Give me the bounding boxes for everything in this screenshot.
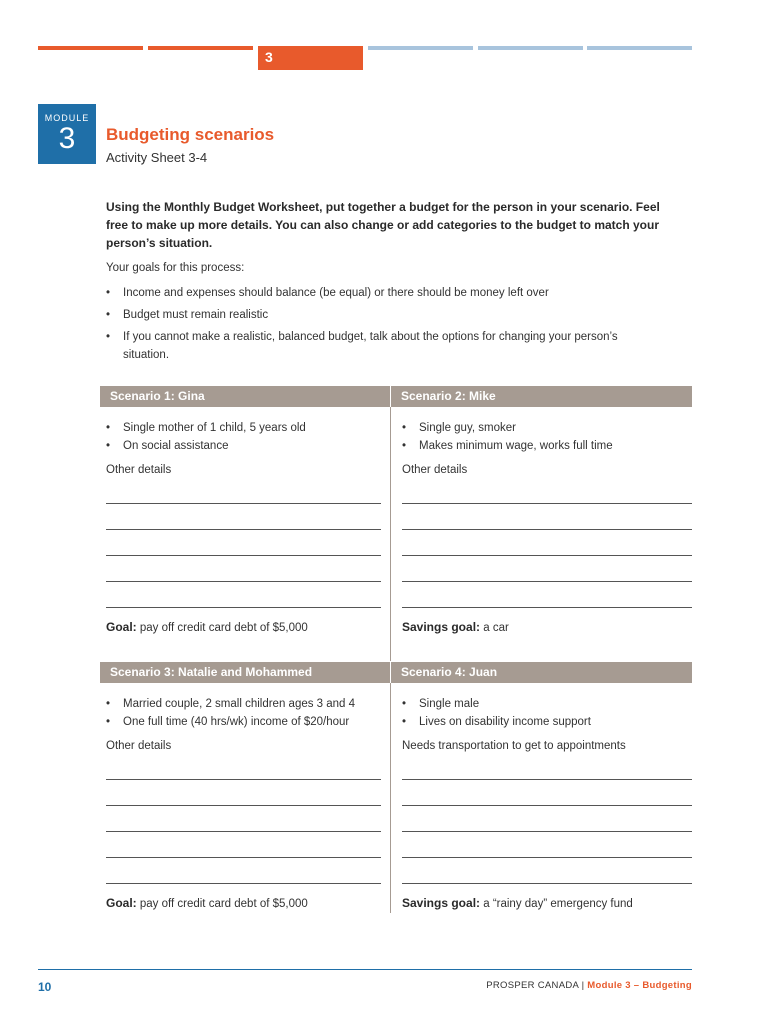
scenario-3-bullets xyxy=(106,695,388,731)
scenario-3-goal xyxy=(106,896,308,910)
scenario-2-goal xyxy=(402,620,509,634)
footer-credit xyxy=(486,980,692,991)
scenario-4-details-label: Needs transportation to get to appointments xyxy=(402,740,626,752)
goals-list xyxy=(106,284,626,368)
column-divider xyxy=(390,407,391,661)
list-item: • Single guy, smoker xyxy=(402,419,692,437)
goal-text: pay off credit card debt of $5,000 xyxy=(139,622,308,634)
module-badge xyxy=(38,104,96,164)
scenario-3-details-label: Other details xyxy=(106,740,172,752)
list-item: • On social assistance xyxy=(106,437,386,455)
column-divider xyxy=(390,683,391,913)
scenario-3-line-2[interactable] xyxy=(106,805,381,806)
list-item: • Single male xyxy=(402,695,692,713)
scenario-1-line-1[interactable] xyxy=(106,503,381,504)
progress-segment-2 xyxy=(148,46,253,50)
progress-segment-1 xyxy=(38,46,143,50)
progress-segment-5 xyxy=(478,46,583,50)
goal-item: • If you cannot make a realistic, balanced budget, talk about the options for changing your person’s situation. xyxy=(106,328,626,364)
progress-segment-current: 3 xyxy=(258,46,363,70)
scenario-2-line-1[interactable] xyxy=(402,503,692,504)
module-label: MODULE xyxy=(44,113,90,123)
progress-segment-4 xyxy=(368,46,473,50)
footer-module-title: Module 3 – Budgeting xyxy=(587,980,692,991)
scenario-1-header: Scenario 1: Gina xyxy=(100,386,390,407)
scenario-4-line-2[interactable] xyxy=(402,805,692,806)
scenario-4-line-5[interactable] xyxy=(402,883,692,884)
scenario-2-line-2[interactable] xyxy=(402,529,692,530)
intro-text: Using the Monthly Budget Worksheet, put together a budget for the person in your scenario. Feel free to make up more details. You can also change or add categories to the budget to match your person’s situation. xyxy=(106,200,660,250)
page-title: Budgeting scenarios xyxy=(106,125,275,144)
goal-item: • Income and expenses should balance (be equal) or there should be money left over xyxy=(106,284,626,302)
list-item: • Lives on disability income support xyxy=(402,713,692,731)
section-progress-bar xyxy=(38,46,692,70)
scenario-2-header: Scenario 2: Mike xyxy=(391,386,692,407)
list-item: • One full time (40 hrs/wk) income of $20/hour xyxy=(106,713,388,731)
scenario-4-line-1[interactable] xyxy=(402,779,692,780)
progress-segment-6 xyxy=(587,46,692,50)
scenario-1-line-2[interactable] xyxy=(106,529,381,530)
page-number: 10 xyxy=(38,980,52,994)
scenario-3-line-1[interactable] xyxy=(106,779,381,780)
footer-separator: | xyxy=(581,980,585,991)
scenario-1-details-label: Other details xyxy=(106,464,172,476)
scenario-2-bullets xyxy=(402,419,692,455)
scenario-2-line-3[interactable] xyxy=(402,555,692,556)
scenario-3-line-5[interactable] xyxy=(106,883,381,884)
goal-label: Savings goal: xyxy=(402,896,481,910)
scenario-1-bullets xyxy=(106,419,386,455)
goal-item: • Budget must remain realistic xyxy=(106,306,626,324)
scenario-4-bullets xyxy=(402,695,692,731)
scenario-1-line-4[interactable] xyxy=(106,581,381,582)
goals-label: Your goals for this process: xyxy=(106,262,245,274)
scenario-1-line-5[interactable] xyxy=(106,607,381,608)
scenario-2-details-label: Other details xyxy=(402,464,468,476)
scenario-3-line-3[interactable] xyxy=(106,831,381,832)
page-subtitle: Activity Sheet 3-4 xyxy=(106,150,208,165)
module-number: 3 xyxy=(58,122,76,155)
list-item: • Makes minimum wage, works full time xyxy=(402,437,692,455)
goal-text: a “rainy day” emergency fund xyxy=(483,898,633,910)
scenario-1-line-3[interactable] xyxy=(106,555,381,556)
scenario-4-line-4[interactable] xyxy=(402,857,692,858)
list-item: • Married couple, 2 small children ages 3 and 4 xyxy=(106,695,388,713)
goal-label: Goal: xyxy=(106,620,137,634)
list-item: • Single mother of 1 child, 5 years old xyxy=(106,419,386,437)
scenario-2-line-4[interactable] xyxy=(402,581,692,582)
goal-text: a car xyxy=(483,622,509,634)
footer-org: PROSPER CANADA xyxy=(486,980,579,991)
scenario-4-goal xyxy=(402,896,633,910)
scenario-2-line-5[interactable] xyxy=(402,607,692,608)
goal-label: Savings goal: xyxy=(402,620,481,634)
scenario-1-goal xyxy=(106,620,308,634)
scenario-3-header: Scenario 3: Natalie and Mohammed xyxy=(100,662,390,683)
scenario-4-header: Scenario 4: Juan xyxy=(391,662,692,683)
scenario-4-line-3[interactable] xyxy=(402,831,692,832)
scenario-3-line-4[interactable] xyxy=(106,857,381,858)
footer-divider xyxy=(38,969,692,970)
goal-label: Goal: xyxy=(106,896,137,910)
goal-text: pay off credit card debt of $5,000 xyxy=(139,898,308,910)
